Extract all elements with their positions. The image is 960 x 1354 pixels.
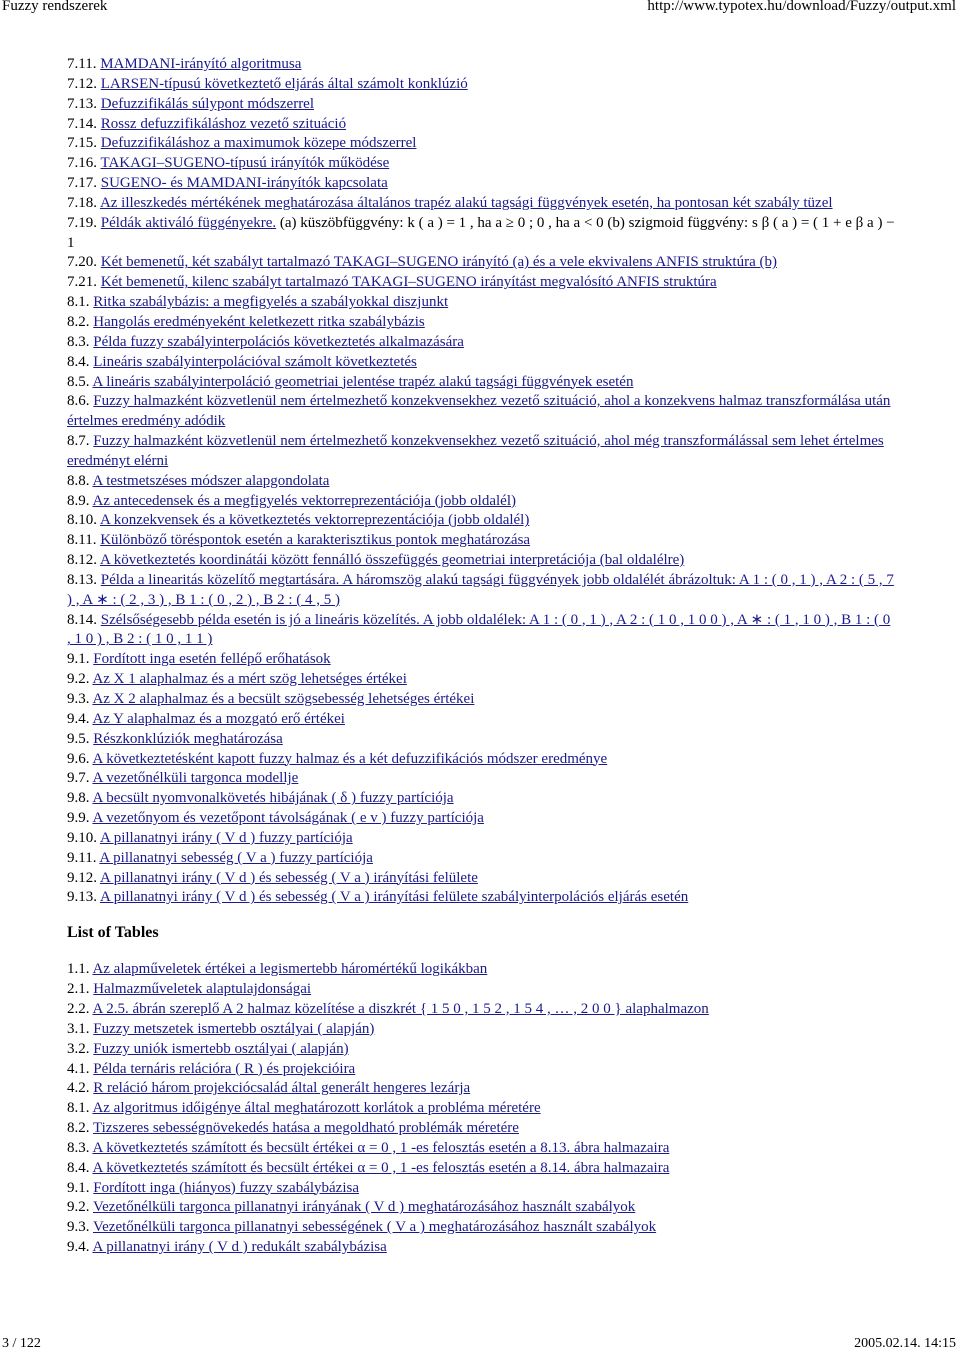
figure-link[interactable]: A vezetőnélküli targonca modellje	[92, 770, 299, 787]
figure-link[interactable]: Példa a linearitás közelítő megtartására. A háromszög alakú tagsági függvények jobb oldalélét ábrázoltuk: A 1 : ( 0 , 1 ) , A 2 : ( 5 , 7 ) , A ∗ : ( 2 , 3 ) , B 1 : ( 0 , 2 ) , B 2 : ( 4 , 5 )	[67, 571, 894, 608]
figure-number: 9.10.	[67, 829, 97, 846]
table-link[interactable]: Vezetőnélküli targonca pillanatnyi sebességének ( V a ) meghatározásához használt szabályok	[92, 1219, 657, 1236]
figure-link[interactable]: Példa fuzzy szabályinterpolációs következtetés alkalmazására	[93, 333, 464, 350]
table-link[interactable]: A pillanatnyi irány ( V d ) redukált szabálybázisa	[92, 1239, 387, 1256]
figure-entry	[67, 611, 897, 651]
table-link[interactable]: A következtetés számított és becsült értékei α = 0 , 1 -es felosztás esetén a 8.13. ábra halmazaira	[92, 1139, 670, 1156]
figure-entry	[67, 650, 897, 670]
figure-link[interactable]: A pillanatnyi sebesség ( V a ) fuzzy partíciója	[99, 849, 373, 866]
figure-number: 7.20.	[67, 254, 97, 271]
figure-entry	[67, 769, 897, 789]
figure-entry	[67, 214, 897, 254]
figure-entry	[67, 134, 897, 154]
figure-entry	[67, 333, 897, 353]
figure-entry	[67, 829, 897, 849]
figure-link[interactable]: Fordított inga esetén fellépő erőhatások	[93, 651, 331, 668]
table-number: 8.2.	[67, 1120, 90, 1137]
table-number: 8.1.	[67, 1100, 90, 1117]
figure-entry	[67, 313, 897, 333]
table-entry	[67, 1000, 897, 1020]
document-title: Fuzzy rendszerek	[2, 0, 108, 14]
table-link[interactable]: R reláció három projekciócsalád által generált hengeres lezárja	[93, 1080, 471, 1097]
figure-number: 9.1.	[67, 651, 90, 668]
table-entry	[67, 1040, 897, 1060]
figure-entry	[67, 690, 897, 710]
table-link[interactable]: A következtetés számított és becsült értékei α = 0 , 1 -es felosztás esetén a 8.14. ábra halmazaira	[92, 1159, 670, 1176]
figure-link[interactable]: Szélsőségesebb példa esetén is jó a lineáris közelítés. A jobb oldalélek: A 1 : ( 0 , 1 ) , A 2 : ( 1 0 , 1 0 0 ) , A ∗ : ( 1 , 1 0 ) , B 1 : ( 0 , 1 0 ) , B 2 : ( 1 0 , 1 1 )	[67, 611, 891, 648]
figure-number: 9.2.	[67, 671, 90, 688]
figure-entry	[67, 571, 897, 611]
table-link[interactable]: Fuzzy uniók ismertebb osztályai ( alapján)	[93, 1040, 349, 1057]
figure-entry	[67, 373, 897, 393]
figure-link[interactable]: Az Y alaphalmaz és a mozgató erő értékei	[92, 710, 345, 727]
figure-number: 8.2.	[67, 313, 90, 330]
figure-number: 9.6.	[67, 750, 90, 767]
figure-link[interactable]: Lineáris szabályinterpolációval számolt következtetés	[93, 353, 417, 370]
table-link[interactable]: Példa ternáris relációra ( R ) és projekcióira	[93, 1060, 356, 1077]
figure-entry	[67, 511, 897, 531]
table-number: 9.2.	[67, 1199, 90, 1216]
page-header	[0, 0, 960, 22]
figure-link[interactable]: A konzekvensek és a következtetés vektorreprezentációja (jobb oldalél)	[99, 512, 530, 529]
figure-number: 8.11.	[67, 532, 97, 549]
figure-number: 9.9.	[67, 810, 90, 827]
table-link[interactable]: A 2.5. ábrán szereplő A 2 halmaz közelítése a diszkrét { 1 5 0 , 1 5 2 , 1 5 4 , … , 2 0 0 } alaphalmazon	[92, 1000, 709, 1017]
table-link[interactable]: Tizszeres sebességnövekedés hatása a megoldható problémák méretére	[92, 1120, 519, 1137]
table-link[interactable]: Fuzzy metszetek ismertebb osztályai ( alapján)	[93, 1020, 375, 1037]
figure-link[interactable]: Két bemenetű, kilenc szabályt tartalmazó TAKAGI–SUGENO irányítást megvalósító ANFIS struktúra	[100, 274, 717, 291]
figure-link[interactable]: Hangolás eredményeként keletkezett ritka szabálybázis	[93, 313, 425, 330]
figure-number: 8.8.	[67, 472, 90, 489]
list-of-tables	[67, 960, 897, 1258]
table-entry	[67, 1139, 897, 1159]
figure-link[interactable]: Az X 1 alaphalmaz és a mért szög lehetséges értékei	[92, 671, 407, 688]
figure-link[interactable]: Rossz defuzzifikáláshoz vezető szituáció	[100, 115, 347, 132]
print-timestamp: 2005.02.14. 14:15	[854, 1336, 956, 1351]
figure-number: 9.4.	[67, 710, 90, 727]
table-number: 9.3.	[67, 1219, 90, 1236]
table-link[interactable]: Halmazműveletek alaptulajdonságai	[93, 981, 312, 998]
figure-entry	[67, 531, 897, 551]
figure-number: 9.5.	[67, 730, 90, 747]
figure-number: 9.8.	[67, 790, 90, 807]
figure-number: 7.19.	[67, 214, 97, 231]
figure-number: 8.5.	[67, 373, 90, 390]
table-link[interactable]: Fordított inga (hiányos) fuzzy szabálybázisa	[93, 1179, 360, 1196]
table-number: 8.4.	[67, 1159, 90, 1176]
figure-number: 8.7.	[67, 433, 90, 450]
table-entry	[67, 980, 897, 1000]
table-link[interactable]: Vezetőnélküli targonca pillanatnyi irányának ( V d ) meghatározásához használt szabályok	[92, 1199, 636, 1216]
figure-entry	[67, 809, 897, 829]
figure-entry	[67, 115, 897, 135]
figure-entry	[67, 75, 897, 95]
figure-link[interactable]: A becsült nyomvonalkövetés hibájának ( δ ) fuzzy partíciója	[92, 790, 454, 807]
figure-entry	[67, 432, 897, 472]
figure-link[interactable]: Fuzzy halmazként közvetlenül nem értelmezhető konzekvensekhez vezető szituáció, ahol még transzformálással sem lehet értelmes eredményt elérni	[67, 433, 884, 469]
table-number: 3.1.	[67, 1020, 90, 1037]
figure-number: 8.3.	[67, 333, 90, 350]
table-entry	[67, 1020, 897, 1040]
figure-number: 7.18.	[67, 194, 97, 211]
figure-link[interactable]: MAMDANI-irányító algoritmusa	[100, 56, 302, 72]
figure-number: 8.1.	[67, 294, 90, 311]
figure-number: 9.11.	[67, 849, 97, 866]
figure-link[interactable]: LARSEN-típusú következtető eljárás által számolt konklúzió	[100, 75, 468, 92]
figure-number: 7.13.	[67, 95, 97, 112]
figure-number: 9.3.	[67, 691, 90, 707]
figure-link[interactable]: A pillanatnyi irány ( V d ) fuzzy partíciója	[99, 829, 353, 846]
list-of-figures	[67, 55, 897, 908]
figure-number: 9.13.	[67, 889, 97, 906]
table-number: 1.1.	[67, 961, 90, 978]
figure-link[interactable]: Az antecedensek és a megfigyelés vektorreprezentációja (jobb oldalél)	[92, 492, 516, 509]
table-link[interactable]: Az alapműveletek értékei a legismertebb háromértékű logikákban	[92, 961, 488, 978]
figure-entry	[67, 730, 897, 750]
figure-link[interactable]: Részkonklúziók meghatározása	[93, 730, 283, 747]
table-entry	[67, 1198, 897, 1218]
table-number: 2.1.	[67, 981, 90, 998]
figure-number: 7.21.	[67, 274, 97, 291]
figure-number: 7.16.	[67, 155, 97, 172]
figure-entry	[67, 492, 897, 512]
list-content	[67, 55, 897, 1258]
table-entry	[67, 1179, 897, 1199]
figure-number: 8.12.	[67, 552, 97, 569]
figure-link[interactable]: Az illeszkedés mértékének meghatározása általános trapéz alakú tagsági függvények esetén, ha pontosan két szabály tüzel	[99, 194, 833, 211]
figure-entry	[67, 293, 897, 313]
figure-link[interactable]: A következtetés koordinátái között fennálló összefüggés geometriai interpretációja (bal oldalélre)	[99, 552, 685, 569]
figure-entry	[67, 789, 897, 809]
table-entry	[67, 1218, 897, 1238]
figure-entry	[67, 154, 897, 174]
document-url: http://www.typotex.hu/download/Fuzzy/output.xml	[647, 0, 956, 14]
page-footer	[0, 1336, 960, 1354]
figure-link[interactable]: Különböző töréspontok esetén a karakterisztikus pontok meghatározása	[100, 532, 531, 549]
figure-link[interactable]: Defuzzifikálás súlypont módszerrel	[100, 95, 315, 112]
figure-link[interactable]: Defuzzifikáláshoz a maximumok közepe módszerrel	[100, 135, 417, 152]
figure-link[interactable]: TAKAGI–SUGENO-típusú irányítók működése	[100, 155, 390, 172]
figure-number: 7.11.	[67, 56, 97, 72]
list-of-tables-heading: List of Tables	[67, 924, 159, 942]
figure-number: 7.15.	[67, 135, 97, 152]
table-entry	[67, 1238, 897, 1258]
table-number: 9.1.	[67, 1179, 90, 1196]
figure-link[interactable]: A következtetésként kapott fuzzy halmaz és a két defuzzifikációs módszer eredménye	[92, 750, 608, 767]
table-number: 2.2.	[67, 1000, 90, 1017]
table-number: 4.2.	[67, 1080, 90, 1097]
figure-entry	[67, 849, 897, 869]
figure-link[interactable]: SUGENO- és MAMDANI-irányítók kapcsolata	[100, 175, 388, 192]
figure-entry	[67, 353, 897, 373]
figure-caption-rest: (a) küszöbfüggvény: k ( a ) = 1 , ha a ≥ 0 ; 0 , ha a < 0 (b) szigmoid függvény: s β ( a ) = ( 1 + e β a ) − 1	[67, 214, 895, 251]
figure-entry	[67, 392, 897, 432]
table-entry	[67, 1159, 897, 1179]
figure-link[interactable]: A pillanatnyi irány ( V d ) és sebesség ( V a ) irányítási felülete szabályinterpolációs eljárás esetén	[99, 889, 689, 906]
figure-entry	[67, 273, 897, 293]
figure-number: 8.10.	[67, 512, 97, 529]
figure-entry	[67, 174, 897, 194]
table-number: 4.1.	[67, 1060, 90, 1077]
figure-entry	[67, 253, 897, 273]
table-number: 3.2.	[67, 1040, 90, 1057]
figure-number: 8.14.	[67, 611, 97, 628]
figure-link[interactable]: Példák aktiváló függényekre.	[100, 214, 277, 231]
table-entry	[67, 1060, 897, 1080]
figure-link[interactable]: A lineáris szabályinterpoláció geometriai jelentése trapéz alakú tagsági függvények esetén	[92, 373, 634, 390]
figure-entry	[67, 472, 897, 492]
table-entry	[67, 1099, 897, 1119]
table-number: 9.4.	[67, 1239, 90, 1256]
figure-entry	[67, 710, 897, 730]
figure-link[interactable]: A testmetszéses módszer alapgondolata	[92, 472, 330, 489]
figure-entry	[67, 95, 897, 115]
figure-number: 8.4.	[67, 353, 90, 370]
table-entry	[67, 960, 897, 980]
table-link[interactable]: Az algoritmus időigénye által meghatározott korlátok a probléma méretére	[92, 1100, 541, 1117]
figure-number: 7.14.	[67, 115, 97, 132]
figure-number: 9.12.	[67, 869, 97, 886]
figure-entry	[67, 869, 897, 889]
figure-link[interactable]: A vezetőnyom és vezetőpont távolságának ( e v ) fuzzy partíciója	[92, 810, 484, 827]
figure-number: 7.12.	[67, 75, 97, 92]
figure-entry	[67, 670, 897, 690]
figure-number: 8.6.	[67, 393, 90, 410]
figure-link[interactable]: Két bemenetű, két szabályt tartalmazó TAKAGI–SUGENO irányító (a) és a vele ekvivalens ANFIS struktúra (b)	[100, 254, 777, 271]
figure-link[interactable]: Fuzzy halmazként közvetlenül nem értelmezhető konzekvensekhez vezető szituáció, ahol a konzekvens halmaz transzformálása után értelmes eredmény adódik	[67, 393, 891, 430]
figure-number: 9.7.	[67, 770, 90, 787]
figure-entry	[67, 750, 897, 770]
table-number: 8.3.	[67, 1139, 90, 1156]
figure-number: 7.17.	[67, 175, 97, 192]
figure-number: 8.13.	[67, 571, 97, 588]
page-number: 3 / 122	[2, 1336, 41, 1351]
table-entry	[67, 1079, 897, 1099]
figure-link[interactable]: Az X 2 alaphalmaz és a becsült szögsebesség lehetséges értékei	[92, 691, 475, 707]
figure-link[interactable]: A pillanatnyi irány ( V d ) és sebesség ( V a ) irányítási felülete	[99, 869, 478, 886]
figure-entry	[67, 194, 897, 214]
figure-link[interactable]: Ritka szabálybázis: a megfigyelés a szabályokkal diszjunkt	[93, 294, 449, 311]
figure-number: 8.9.	[67, 492, 90, 509]
figure-entry	[67, 551, 897, 571]
figure-entry	[67, 55, 897, 75]
figure-entry	[67, 888, 897, 908]
table-entry	[67, 1119, 897, 1139]
